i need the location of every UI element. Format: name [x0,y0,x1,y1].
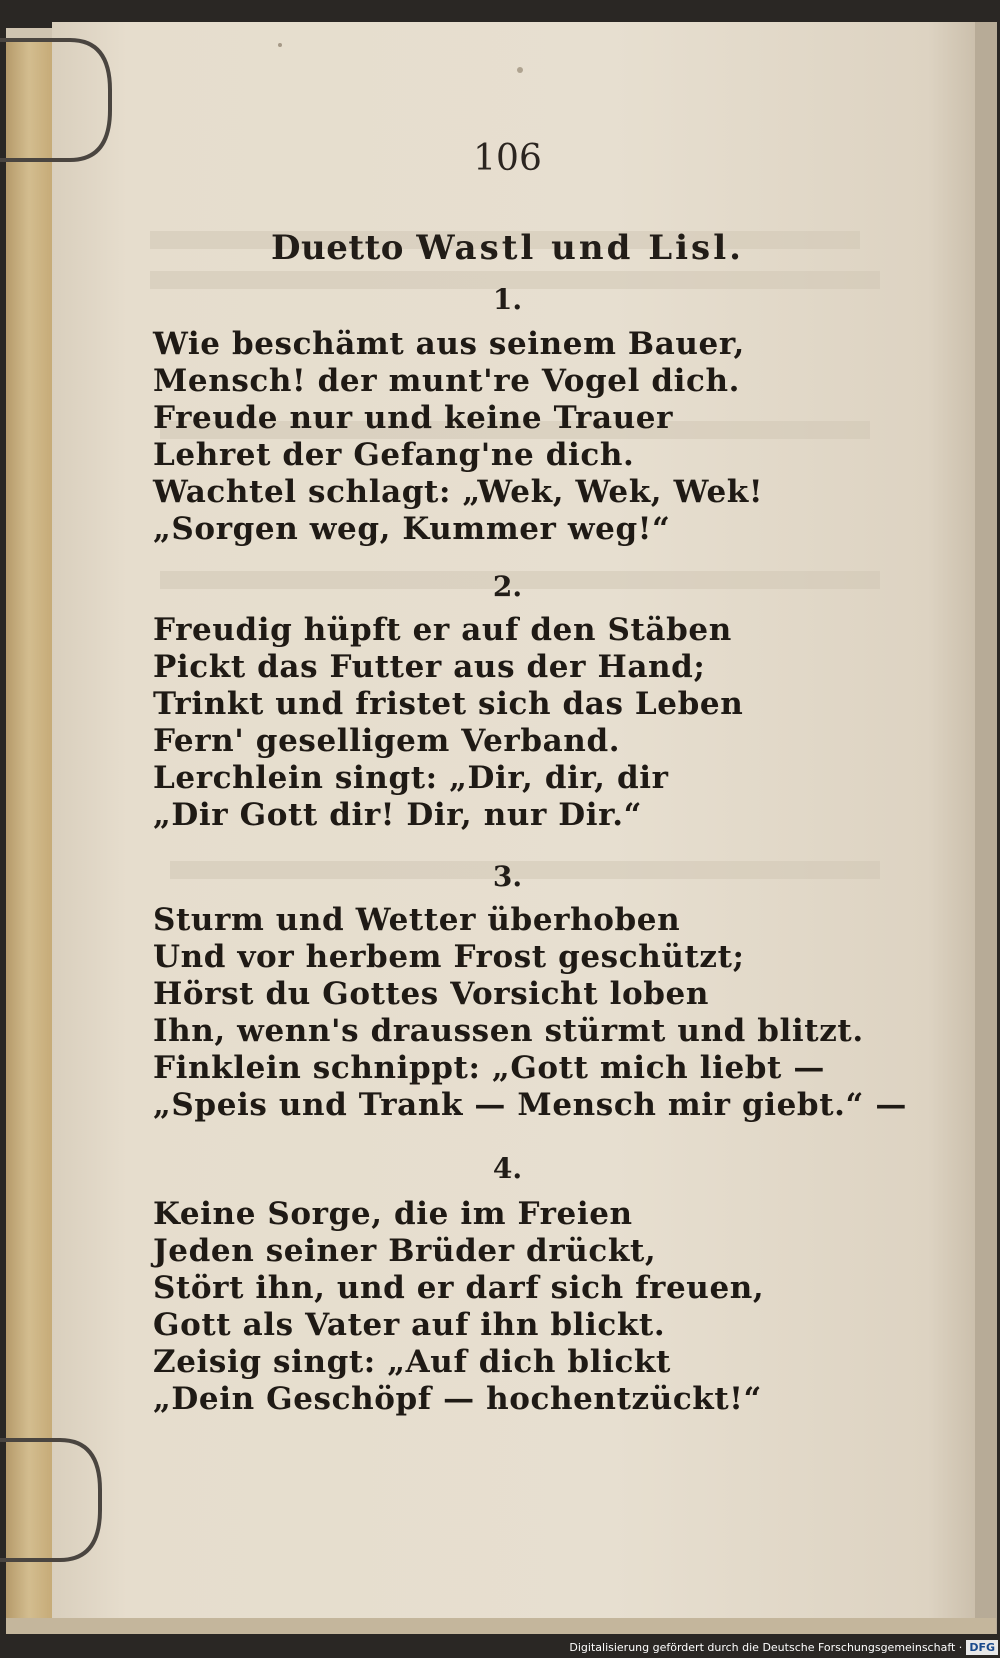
verse-line: Wachtel schlagt: „Wek, Wek, Wek! [153,474,764,510]
verse-line: „Sorgen weg, Kummer weg!“ [153,511,671,547]
verse-line: Finklein schnippt: „Gott mich liebt — [153,1050,825,1086]
verse-line: Hörst du Gottes Vorsicht loben [153,976,709,1012]
verse-line: Jeden seiner Brüder drückt, [153,1233,657,1269]
verse-line: Sturm und Wetter überhoben [153,902,681,938]
stanza-number: 1. [492,283,523,316]
verse-line: Keine Sorge, die im Freien [153,1196,633,1232]
verse-line: Freudig hüpft er auf den Stäben [153,612,732,648]
stanza-number: 4. [492,1152,523,1185]
stanza-1 [153,326,913,548]
verse-line: Trinkt und fristet sich das Leben [153,686,744,722]
page-number: 106 [473,138,542,179]
stanza-number: 3. [492,860,523,893]
verse-line: Freude nur und keine Trauer [153,400,674,436]
verse-line: Und vor herbem Frost geschützt; [153,939,745,975]
verse-line: „Dein Geschöpf — hochentzückt!“ [153,1381,762,1417]
verse-line: Fern' geselligem Verband. [153,723,621,759]
verse-line: „Speis und Trank — Mensch mir giebt.“ — [153,1087,907,1123]
dfg-logo-icon: DFG [966,1640,998,1655]
verse-line: Mensch! der munt're Vogel dich. [153,363,741,399]
verse-line: Lehret der Gefang'ne dich. [153,437,635,473]
verse-line: Ihn, wenn's draussen stürmt und blitzt. [153,1013,864,1049]
stanza-3 [153,902,913,1124]
verse-line: Wie beschämt aus seinem Bauer, [153,326,745,362]
stanza-2 [153,612,913,834]
digitization-footer [569,1636,1000,1658]
verse-line: Gott als Vater auf ihn blickt. [153,1307,666,1343]
stanza-4 [153,1196,913,1418]
stanza-number: 2. [492,570,523,603]
verse-line: Pickt das Futter aus der Hand; [153,649,706,685]
poem-title [0,228,1000,268]
title-prefix: Duetto [271,228,404,268]
verse-line: „Dir Gott dir! Dir, nur Dir.“ [153,797,643,833]
verse-line: Zeisig singt: „Auf dich blickt [153,1344,671,1380]
funding-notice: Digitalisierung gefördert durch die Deutsche Forschungsgemeinschaft · [569,1640,963,1654]
verse-line: Stört ihn, und er darf sich freuen, [153,1270,765,1306]
verse-line: Lerchlein singt: „Dir, dir, dir [153,760,669,796]
title-names: Wastl und Lisl. [416,228,744,268]
